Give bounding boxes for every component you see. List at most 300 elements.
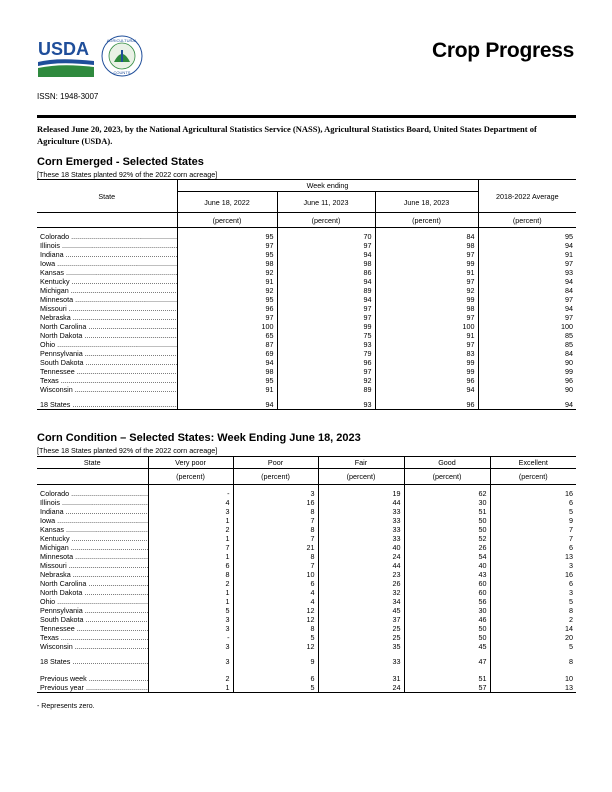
condition-unit-label: (percent) [490, 469, 576, 485]
condition-header-fair: Fair [318, 457, 404, 469]
row-state-label: Michigan ..... [37, 286, 177, 295]
table-row [37, 674, 576, 683]
condition-unit-label: (percent) [233, 469, 318, 485]
row-state-label: Illinois ..... [37, 498, 148, 507]
row-state-label: Ohio ..... [37, 340, 177, 349]
row-value: 32 [318, 588, 404, 597]
condition-section-note: [These 18 States planted 92% of the 2022 corn acreage] [37, 446, 218, 455]
row-value: 70 [277, 232, 375, 241]
row-value: 33 [318, 657, 404, 666]
row-value: 96 [375, 376, 478, 385]
row-state-label: Previous year ..... [37, 683, 148, 693]
row-value: 98 [277, 259, 375, 268]
row-value: 7 [148, 543, 233, 552]
row-value: 30 [404, 498, 490, 507]
row-value: 9 [233, 657, 318, 666]
row-state-label: Pennsylvania ..... [37, 606, 148, 615]
header-divider [37, 115, 576, 118]
row-value: 92 [277, 376, 375, 385]
agriculture-counts-seal-icon [100, 34, 144, 78]
table-row [37, 516, 576, 525]
row-value: 45 [404, 642, 490, 651]
row-value: 94 [478, 241, 576, 250]
row-value: 19 [318, 489, 404, 498]
emerged-table-body [37, 228, 576, 410]
issn-label: ISSN: 1948-3007 [37, 92, 99, 101]
table-row [37, 683, 576, 693]
row-value: 99 [375, 358, 478, 367]
row-value: 87 [177, 340, 277, 349]
condition-unit-label: (percent) [404, 469, 490, 485]
row-value: 56 [404, 597, 490, 606]
emerged-header-date-1: June 18, 2022 [177, 192, 277, 213]
row-value: 99 [375, 295, 478, 304]
row-value: 57 [404, 683, 490, 693]
row-state-label: Minnesota ..... [37, 552, 148, 561]
row-state-label: Texas ..... [37, 376, 177, 385]
row-value: 1 [148, 534, 233, 543]
row-value: 6 [490, 579, 576, 588]
row-value: 94 [177, 400, 277, 410]
row-value: 65 [177, 331, 277, 340]
row-value: 99 [478, 367, 576, 376]
table-row [37, 570, 576, 579]
row-value: 97 [478, 313, 576, 322]
row-state-label: Michigan ..... [37, 543, 148, 552]
row-value: 95 [478, 232, 576, 241]
table-row [37, 489, 576, 498]
row-value: 3 [148, 624, 233, 633]
row-value: 83 [375, 349, 478, 358]
condition-unit-row [37, 469, 576, 485]
row-value: 8 [233, 552, 318, 561]
emerged-unit-label: (percent) [478, 213, 576, 228]
condition-header-good: Good [404, 457, 490, 469]
row-value: 7 [490, 534, 576, 543]
row-value: 97 [375, 340, 478, 349]
row-value: 3 [148, 657, 233, 666]
row-value: 50 [404, 633, 490, 642]
row-value: 9 [490, 516, 576, 525]
row-state-label: North Dakota ..... [37, 331, 177, 340]
table-row [37, 498, 576, 507]
condition-unit-label: (percent) [148, 469, 233, 485]
row-value: 50 [404, 624, 490, 633]
row-value: 8 [490, 657, 576, 666]
row-value: 7 [233, 516, 318, 525]
row-value: 4 [233, 597, 318, 606]
row-value: 90 [478, 385, 576, 394]
condition-table-body [37, 485, 576, 693]
table-row [37, 277, 576, 286]
row-value: 95 [177, 376, 277, 385]
row-state-label: Nebraska ..... [37, 313, 177, 322]
row-value: 33 [318, 525, 404, 534]
row-value: 10 [233, 570, 318, 579]
row-value: 89 [277, 385, 375, 394]
row-value: 94 [478, 400, 576, 410]
row-value: 98 [375, 304, 478, 313]
row-value: 100 [375, 322, 478, 331]
emerged-unit-label: (percent) [375, 213, 478, 228]
row-value: 1 [148, 588, 233, 597]
row-value: 97 [277, 367, 375, 376]
table-row [37, 358, 576, 367]
seal-text-top: AGRICULTURAL [106, 38, 138, 43]
row-value: 12 [233, 642, 318, 651]
condition-header-very-poor: Very poor [148, 457, 233, 469]
row-value: 26 [318, 579, 404, 588]
row-value: 1 [148, 516, 233, 525]
row-state-label: 18 States ..... [37, 657, 148, 666]
table-row [37, 400, 576, 410]
row-value: 98 [177, 367, 277, 376]
row-value: 4 [148, 498, 233, 507]
row-state-label: South Dakota ..... [37, 358, 177, 367]
row-value: 2 [490, 615, 576, 624]
table-row [37, 322, 576, 331]
condition-table [37, 456, 576, 693]
row-value: 24 [318, 552, 404, 561]
row-value: 40 [404, 561, 490, 570]
row-value: 37 [318, 615, 404, 624]
emerged-header-average: 2018-2022 Average [478, 180, 576, 213]
row-value: 12 [233, 615, 318, 624]
row-value: 3 [233, 489, 318, 498]
row-value: 94 [177, 358, 277, 367]
row-value: 6 [148, 561, 233, 570]
row-value: 94 [277, 295, 375, 304]
row-value: 94 [277, 250, 375, 259]
row-value: 91 [177, 277, 277, 286]
row-value: 24 [318, 683, 404, 693]
row-value: 100 [177, 322, 277, 331]
row-value: 94 [375, 385, 478, 394]
table-row [37, 588, 576, 597]
row-value: 2 [148, 525, 233, 534]
row-state-label: Indiana ..... [37, 250, 177, 259]
row-value: 54 [404, 552, 490, 561]
row-value: 13 [490, 552, 576, 561]
table-row [37, 534, 576, 543]
row-state-label: Kansas ..... [37, 268, 177, 277]
emerged-section-note: [These 18 States planted 92% of the 2022 corn acreage] [37, 170, 218, 179]
row-value: 60 [404, 588, 490, 597]
row-value: 60 [404, 579, 490, 588]
row-value: 95 [177, 250, 277, 259]
row-value: 16 [490, 489, 576, 498]
row-value: 1 [148, 552, 233, 561]
row-value: 5 [233, 633, 318, 642]
row-state-label: Illinois ..... [37, 241, 177, 250]
emerged-table [37, 179, 576, 410]
emerged-header-date-3: June 18, 2023 [375, 192, 478, 213]
table-row [37, 642, 576, 651]
emerged-section-title: Corn Emerged - Selected States [37, 156, 204, 168]
row-value: 5 [490, 507, 576, 516]
row-value: 97 [375, 313, 478, 322]
row-value: 90 [478, 358, 576, 367]
row-value: 5 [233, 683, 318, 693]
row-value: 2 [148, 674, 233, 683]
row-value: 97 [478, 295, 576, 304]
row-state-label: Nebraska ..... [37, 570, 148, 579]
condition-header-poor: Poor [233, 457, 318, 469]
row-value: 97 [277, 304, 375, 313]
row-value: 23 [318, 570, 404, 579]
row-value: 84 [375, 232, 478, 241]
row-value: 96 [177, 304, 277, 313]
table-row [37, 331, 576, 340]
table-row [37, 633, 576, 642]
row-state-label: Colorado ..... [37, 489, 148, 498]
row-value: 10 [490, 674, 576, 683]
row-value: 96 [277, 358, 375, 367]
table-row [37, 606, 576, 615]
row-value: 20 [490, 633, 576, 642]
row-value: 51 [404, 507, 490, 516]
row-value: 3 [148, 615, 233, 624]
row-value: 97 [375, 250, 478, 259]
table-row [37, 552, 576, 561]
row-value: 25 [318, 633, 404, 642]
table-row [37, 259, 576, 268]
row-state-label: Colorado ..... [37, 232, 177, 241]
row-state-label: Kentucky ..... [37, 534, 148, 543]
row-state-label: Tennessee ..... [37, 367, 177, 376]
release-statement: Released June 20, 2023, by the National Agricultural Statistics Service (NASS), Agricultural Statistics Board, United States Department of Agriculture (USDA). [37, 124, 537, 146]
row-value: 91 [375, 268, 478, 277]
row-value: 8 [490, 606, 576, 615]
table-row [37, 543, 576, 552]
row-value: 46 [404, 615, 490, 624]
row-value: 92 [375, 286, 478, 295]
condition-section-title: Corn Condition – Selected States: Week Ending June 18, 2023 [37, 432, 361, 444]
condition-unit-label: (percent) [318, 469, 404, 485]
row-value: 12 [233, 606, 318, 615]
row-value: 84 [478, 286, 576, 295]
row-value: 33 [318, 507, 404, 516]
row-value: 44 [318, 561, 404, 570]
row-value: 7 [233, 561, 318, 570]
row-value: 6 [233, 674, 318, 683]
row-value: 3 [148, 507, 233, 516]
table-row [37, 376, 576, 385]
row-value: 97 [177, 313, 277, 322]
row-value: 92 [177, 286, 277, 295]
row-value: 31 [318, 674, 404, 683]
row-value: 93 [277, 340, 375, 349]
row-value: 35 [318, 642, 404, 651]
row-value: 86 [277, 268, 375, 277]
row-state-label: North Carolina ..... [37, 322, 177, 331]
row-value: 79 [277, 349, 375, 358]
row-value: 62 [404, 489, 490, 498]
table-row [37, 304, 576, 313]
emerged-unit-label: (percent) [277, 213, 375, 228]
row-value: 97 [277, 313, 375, 322]
usda-logo [37, 38, 95, 78]
row-value: 50 [404, 516, 490, 525]
table-row [37, 286, 576, 295]
row-value: 8 [148, 570, 233, 579]
spacer-row [37, 666, 576, 674]
condition-unit-blank [37, 469, 148, 485]
row-value: 21 [233, 543, 318, 552]
row-value: 8 [233, 624, 318, 633]
row-value: 13 [490, 683, 576, 693]
condition-header-state: State [37, 457, 148, 469]
row-value: 99 [277, 322, 375, 331]
table-row [37, 232, 576, 241]
row-value: 5 [148, 606, 233, 615]
row-value: 100 [478, 322, 576, 331]
row-value: 85 [478, 331, 576, 340]
row-value: 8 [233, 507, 318, 516]
row-value: 69 [177, 349, 277, 358]
row-value: 93 [277, 400, 375, 410]
footnote: - Represents zero. [37, 703, 95, 710]
row-value: 44 [318, 498, 404, 507]
row-value: 2 [148, 579, 233, 588]
row-value: 16 [233, 498, 318, 507]
table-row [37, 525, 576, 534]
emerged-header-week-ending: Week ending [177, 180, 478, 192]
row-value: 7 [233, 534, 318, 543]
row-value: 52 [404, 534, 490, 543]
row-value: 91 [177, 385, 277, 394]
row-value: 96 [375, 400, 478, 410]
row-value: 95 [177, 232, 277, 241]
row-state-label: Iowa ..... [37, 516, 148, 525]
row-value: 96 [478, 376, 576, 385]
row-value: 94 [277, 277, 375, 286]
emerged-header-date-2: June 11, 2023 [277, 192, 375, 213]
usda-logo-text: USDA [38, 39, 90, 59]
row-value: 91 [478, 250, 576, 259]
table-row [37, 579, 576, 588]
row-value: 92 [177, 268, 277, 277]
table-row [37, 657, 576, 666]
row-state-label: Kentucky ..... [37, 277, 177, 286]
row-value: 5 [490, 597, 576, 606]
row-value: 99 [375, 259, 478, 268]
table-row [37, 250, 576, 259]
row-value: 94 [478, 304, 576, 313]
row-value: 30 [404, 606, 490, 615]
row-value: 75 [277, 331, 375, 340]
row-state-label: Tennessee ..... [37, 624, 148, 633]
row-state-label: Kansas ..... [37, 525, 148, 534]
row-value: 91 [375, 331, 478, 340]
row-state-label: Wisconsin ..... [37, 642, 148, 651]
row-value: 45 [318, 606, 404, 615]
row-state-label: North Dakota ..... [37, 588, 148, 597]
emerged-unit-label: (percent) [177, 213, 277, 228]
row-value: 8 [233, 525, 318, 534]
row-value: 98 [177, 259, 277, 268]
row-value: 5 [490, 642, 576, 651]
row-value: 50 [404, 525, 490, 534]
row-value: 26 [404, 543, 490, 552]
table-row [37, 268, 576, 277]
row-state-label: Pennsylvania ..... [37, 349, 177, 358]
row-value: 14 [490, 624, 576, 633]
row-value: 6 [233, 579, 318, 588]
row-state-label: Previous week ..... [37, 674, 148, 683]
row-value: 3 [148, 642, 233, 651]
row-state-label: Wisconsin ..... [37, 385, 177, 394]
row-state-label: South Dakota ..... [37, 615, 148, 624]
row-value: 93 [478, 268, 576, 277]
row-value: 34 [318, 597, 404, 606]
row-value: 84 [478, 349, 576, 358]
row-state-label: Iowa ..... [37, 259, 177, 268]
row-value: 33 [318, 534, 404, 543]
row-value: 51 [404, 674, 490, 683]
table-row [37, 295, 576, 304]
condition-header-excellent: Excellent [490, 457, 576, 469]
table-row [37, 624, 576, 633]
row-state-label: Missouri ..... [37, 561, 148, 570]
row-value: 3 [490, 588, 576, 597]
row-value: 97 [375, 277, 478, 286]
row-value: 3 [490, 561, 576, 570]
table-row [37, 597, 576, 606]
row-state-label: Minnesota ..... [37, 295, 177, 304]
row-value: 33 [318, 516, 404, 525]
table-row [37, 615, 576, 624]
table-row [37, 367, 576, 376]
row-value: - [148, 489, 233, 498]
table-row [37, 385, 576, 394]
row-value: 94 [478, 277, 576, 286]
row-value: 25 [318, 624, 404, 633]
row-value: 6 [490, 498, 576, 507]
row-value: 16 [490, 570, 576, 579]
table-row [37, 561, 576, 570]
row-value: 89 [277, 286, 375, 295]
row-value: 97 [277, 241, 375, 250]
row-value: 85 [478, 340, 576, 349]
row-value: 98 [375, 241, 478, 250]
table-row [37, 349, 576, 358]
row-value: 97 [177, 241, 277, 250]
condition-header-row [37, 457, 576, 469]
row-value: 99 [375, 367, 478, 376]
row-value: 1 [148, 683, 233, 693]
page-title: Crop Progress [432, 39, 574, 62]
row-state-label: Indiana ..... [37, 507, 148, 516]
row-value: 4 [233, 588, 318, 597]
row-state-label: 18 States ..... [37, 400, 177, 410]
row-value: 43 [404, 570, 490, 579]
row-state-label: Texas ..... [37, 633, 148, 642]
row-state-label: Ohio ..... [37, 597, 148, 606]
row-value: - [148, 633, 233, 642]
row-value: 47 [404, 657, 490, 666]
row-value: 40 [318, 543, 404, 552]
row-value: 6 [490, 543, 576, 552]
row-value: 95 [177, 295, 277, 304]
row-value: 1 [148, 597, 233, 606]
row-value: 7 [490, 525, 576, 534]
emerged-header-state: State [37, 180, 177, 213]
row-value: 97 [478, 259, 576, 268]
table-row [37, 313, 576, 322]
table-row [37, 241, 576, 250]
table-row [37, 507, 576, 516]
